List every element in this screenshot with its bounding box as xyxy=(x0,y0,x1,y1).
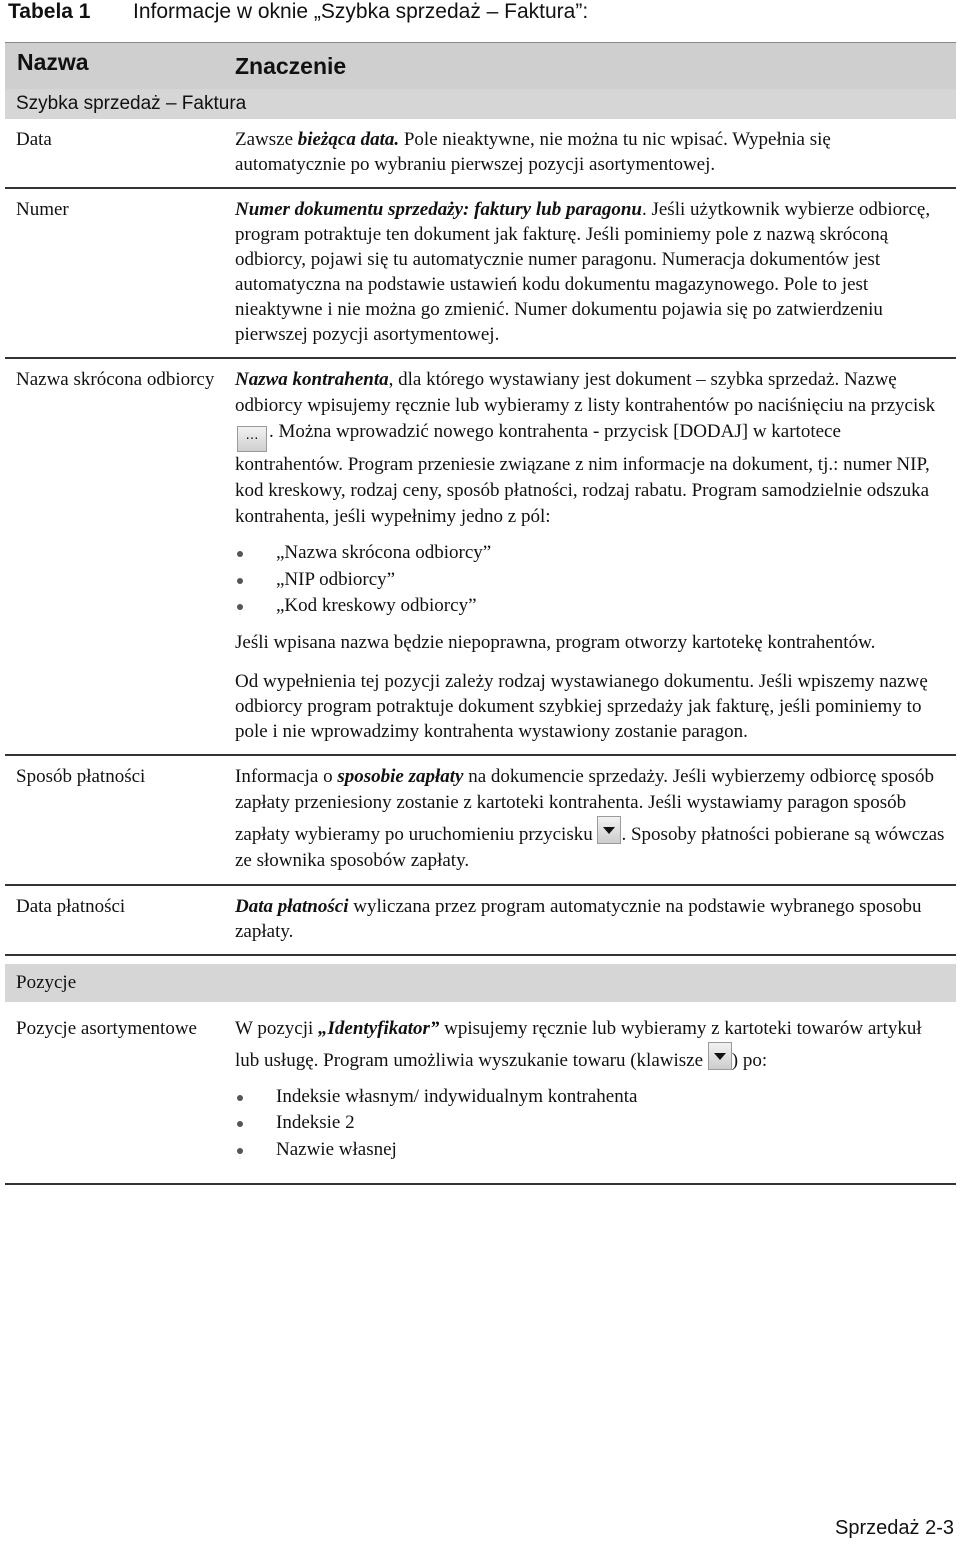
table-row xyxy=(5,886,956,956)
emphasis: bieżąca data. xyxy=(297,129,400,150)
caption-text: Informacje w oknie „Szybka sprzedaż – Faktura”: xyxy=(133,0,589,23)
emphasis: Data płatności xyxy=(235,895,349,917)
text: , dla którego wystawiany jest dokument – szybka sprzedaż. Nazwę odbiorcy wpisujemy ręcznie lub wybieramy z listy kontrahentów po naciśnięciu na przycisk xyxy=(235,369,936,416)
bullet-icon xyxy=(237,1095,243,1101)
row-name: Numer xyxy=(16,199,69,220)
bullet-list xyxy=(235,540,946,620)
bullet-icon xyxy=(237,1121,243,1127)
text: . Sposoby płatności pobierane są wówczas ze słownika sposobów zapłaty. xyxy=(235,823,945,871)
bullet-icon xyxy=(237,604,243,610)
row-description xyxy=(235,359,956,754)
table-row xyxy=(5,1008,956,1186)
table-row xyxy=(5,119,956,189)
row-description xyxy=(235,189,956,357)
table-row xyxy=(5,189,956,359)
row-description xyxy=(235,886,956,954)
emphasis: sposobie zapłaty xyxy=(337,765,464,787)
caption-label: Tabela 1 xyxy=(8,0,91,23)
row-name: Data płatności xyxy=(16,895,126,917)
bullet-icon xyxy=(237,551,243,557)
emphasis: Numer dokumentu sprzedaży: faktury lub paragonu xyxy=(235,199,642,220)
ellipsis-button-icon: … xyxy=(237,426,267,452)
row-name: Sposób płatności xyxy=(16,765,146,787)
emphasis: „Identyfikator” xyxy=(318,1017,440,1039)
list-item-text: Nazwie własnej xyxy=(276,1138,397,1160)
bullet-icon xyxy=(237,1148,243,1154)
text: Zawsze xyxy=(235,129,298,150)
dropdown-button-icon xyxy=(708,1042,732,1070)
table-row xyxy=(5,359,956,756)
list-item xyxy=(235,593,946,620)
list-item xyxy=(235,567,946,594)
row-description xyxy=(235,1008,956,1184)
list-item xyxy=(235,1084,946,1111)
table-caption xyxy=(8,0,589,24)
header-name: Nazwa xyxy=(17,49,89,75)
text: . Jeśli użytkownik wybierze odbiorcę, program potraktuje ten dokument jak fakturę. Jeśli pominiemy pole z nazwą skróconą odbiorcy, pojawi się tu automatycznie numer paragonu. Numeracja dokumentów jest automatyczna na podstawie ustawień kodu dokumentu magazynowego. Pole to jest nieaktywne i nie można go zmienić. Numer dokumentu pojawia się po zatwierdzeniu pierwszej pozycji asortymentowej. xyxy=(235,199,931,345)
row-name: Pozycje asortymentowe xyxy=(16,1017,197,1039)
list-item-text: Indeksie 2 xyxy=(276,1112,355,1133)
text: wpisujemy ręcznie lub wybieramy z kartoteki towarów artykuł lub usługę. Program umożliwia wyszukanie towaru (klawisze xyxy=(235,1017,922,1071)
text: Informacja o xyxy=(235,765,338,787)
text: Pole nieaktywne, nie można tu nic wpisać. Wypełnia się automatycznie po wybraniu pierwszej pozycji asortymentowej. xyxy=(235,129,831,175)
paragraph: Od wypełnienia tej pozycji zależy rodzaj wystawianego dokumentu. Jeśli wpiszemy nazwę odbiorcy program potraktuje dokument szybkiej sprzedaży jak fakturę, jeśli pominiemy to pole i nie wprowadzimy kontrahenta wystawiony zostanie paragon. xyxy=(235,670,928,742)
text: ) po: xyxy=(731,1049,768,1071)
text: . Można wprowadzić nowego kontrahenta - przycisk [DODAJ] w kartotece kontrahentów. Program przeniesie związane z nim informacje na dokument, tj.: numer NIP, kod kreskowy, rodzaj ceny, sposób płatności, rodzaj rabatu. Program samodzielnie odszuka kontrahenta, jeśli wypełnimy jedno z pól: xyxy=(235,421,930,527)
bullet-list xyxy=(235,1084,946,1164)
list-item-text: Indeksie własnym/ indywidualnym kontrahenta xyxy=(276,1085,638,1107)
row-name: Data xyxy=(16,129,52,150)
list-item-text: „Nazwa skrócona odbiorcy” xyxy=(276,542,492,563)
emphasis: Nazwa kontrahenta xyxy=(235,369,389,390)
paragraph: Jeśli wpisana nazwa będzie niepoprawna, program otworzy kartotekę kontrahentów. xyxy=(235,631,876,653)
text: na dokumencie sprzedaży. Jeśli wybierzemy odbiorcę sposób zapłaty przeniesiony zostanie z kartoteki kontrahenta. Jeśli wystawiamy paragon sposób zapłaty wybieramy po uruchomieniu przycisku xyxy=(235,765,934,845)
list-item xyxy=(235,1110,946,1137)
row-description xyxy=(235,119,956,187)
section-header xyxy=(5,89,956,119)
table-header xyxy=(5,42,956,89)
text: W pozycji xyxy=(235,1017,319,1039)
list-item-text: „Kod kreskowy odbiorcy” xyxy=(276,595,477,616)
table-row xyxy=(5,756,956,886)
header-meaning: Znaczenie xyxy=(235,53,347,79)
bullet-icon xyxy=(237,578,243,584)
text: wyliczana przez program automatycznie na podstawie wybranego sposobu zapłaty. xyxy=(235,895,922,942)
row-description xyxy=(235,756,956,884)
list-item xyxy=(235,540,946,567)
info-table xyxy=(5,42,956,1185)
dropdown-button-icon xyxy=(597,816,621,844)
row-name: Nazwa skrócona odbiorcy xyxy=(16,369,215,390)
list-item-text: „NIP odbiorcy” xyxy=(276,568,396,590)
list-item xyxy=(235,1137,946,1164)
section-title: Pozycje xyxy=(16,971,77,993)
section-header xyxy=(5,964,956,1002)
section-title: Szybka sprzedaż – Faktura xyxy=(16,93,247,114)
page-footer: Sprzedaż 2-3 xyxy=(835,1517,954,1539)
